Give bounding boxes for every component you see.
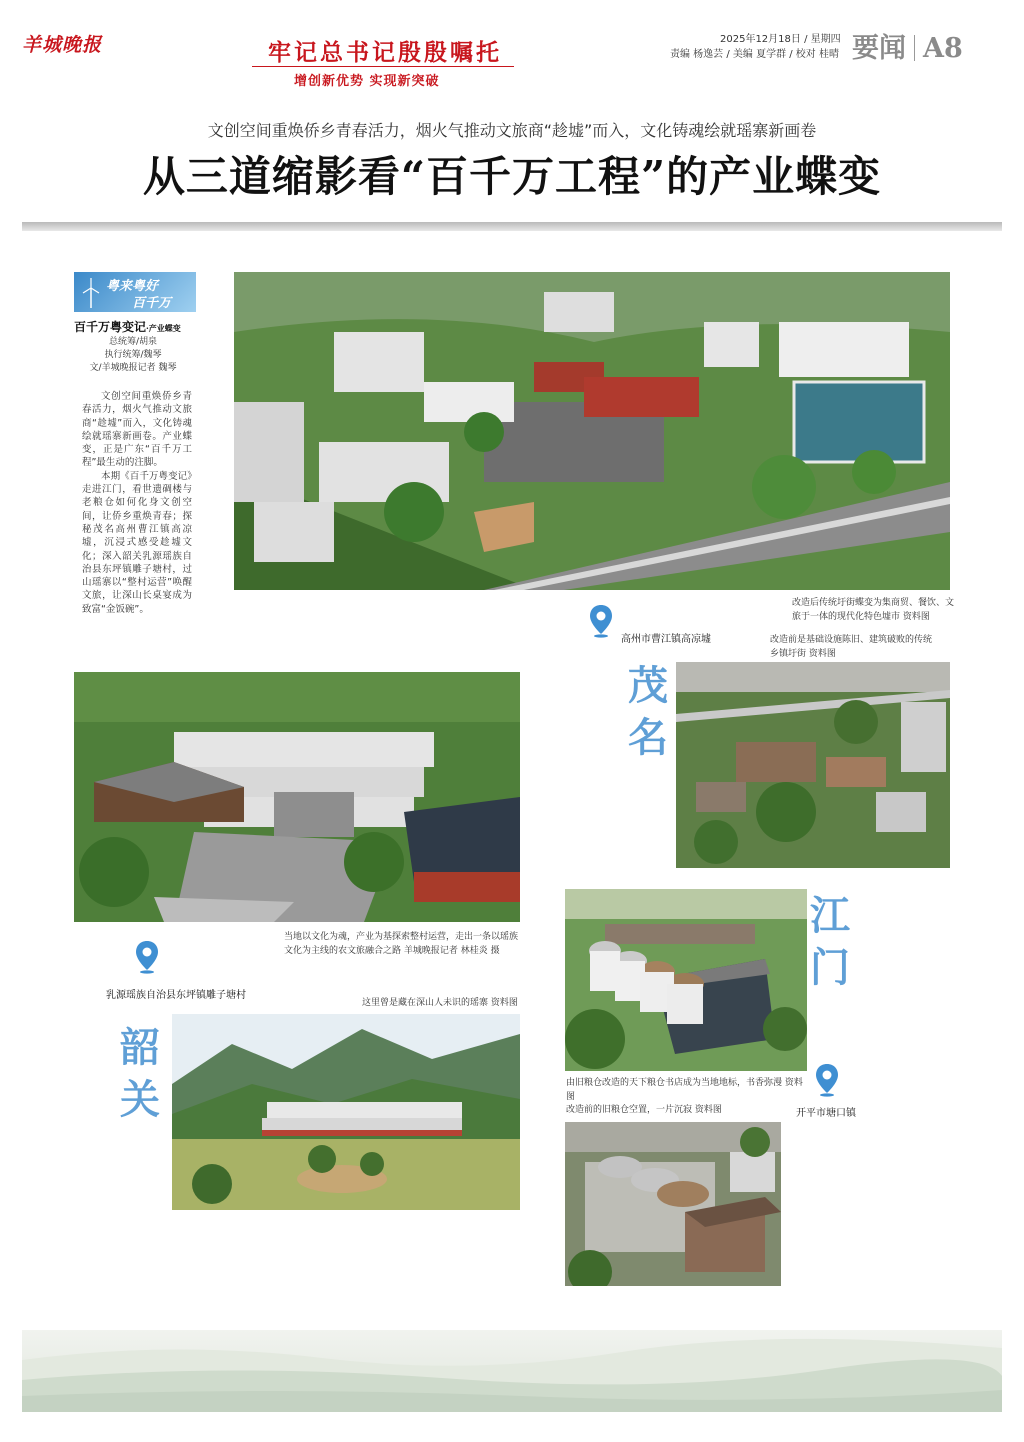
caption-granary-before bbox=[566, 1103, 786, 1117]
city-label-shaoguan: 韶关 bbox=[120, 1024, 160, 1123]
footer-landscape-decoration bbox=[22, 1330, 1002, 1412]
column-title-suffix: ·产业蝶变 bbox=[146, 323, 181, 333]
credit-line: 总统筹/胡泉 bbox=[108, 337, 158, 347]
column-title bbox=[74, 318, 181, 335]
caption-text: 当地以文化为魂，产业为基探索整村运营，走出一条以瑶族文化为主线的农文旅融合之路 bbox=[284, 932, 519, 956]
caption-text: 这里曾是藏在深山人未识的瑶寨 bbox=[362, 998, 489, 1008]
caption-text: 改造前的旧粮仓空置，一片沉寂 bbox=[566, 1105, 693, 1115]
caption-text: 改造前是基础设施陈旧、建筑破败的传统乡镇圩街 bbox=[770, 635, 933, 659]
photo-gaoliang-market-before bbox=[676, 662, 950, 868]
caption-granary-after bbox=[566, 1076, 806, 1104]
newspaper-logo: 羊城晚报 bbox=[22, 34, 103, 56]
section-header bbox=[852, 26, 963, 65]
intro-paragraph: 本期《百千万粤变记》走进江门，看世遗碉楼与老粮仓如何化身文创空间，让侨乡重焕青春；探秘茂名高州曹江镇高凉墟，沉浸式感受趁墟文化；深入韶关乳源瑶族自治县东坪镇雕子塘村，过山瑶寨以“整村运营”唤醒文旅，让深山长桌宴成为致富“金饭碗”。 bbox=[82, 470, 192, 615]
article-subtitle: 文创空间重焕侨乡青春活力，烟火气推动文旅商“趁墟”而入，文化铸魂绘就瑶寨新画卷 bbox=[207, 121, 817, 140]
badge-line2: 百千万 bbox=[132, 296, 172, 311]
credit-line: 执行统筹/魏琴 bbox=[104, 350, 162, 360]
location-pin-icon bbox=[815, 1063, 839, 1097]
photo-credit: 资料图 bbox=[566, 1078, 803, 1102]
intro-body bbox=[82, 390, 192, 616]
page-number: A8 bbox=[923, 33, 963, 64]
photo-credit: 资料图 bbox=[808, 649, 836, 659]
photo-granary-before bbox=[565, 1122, 781, 1286]
article-headline: 从三道缩影看“百千万工程”的产业蝶变 bbox=[142, 152, 882, 201]
caption-text: 由旧粮仓改造的天下粮仓书店成为当地地标，书香弥漫 bbox=[566, 1078, 783, 1088]
photo-diaozitang-before bbox=[172, 1014, 520, 1210]
staff-line: 责编 杨逸芸 / 美编 夏学群 / 校对 桂晴 bbox=[670, 49, 839, 60]
photo-credit: 资料图 bbox=[902, 612, 930, 622]
date-line: 2025年12月18日 / 星期四 bbox=[720, 34, 841, 45]
caption-diaozitang-before bbox=[362, 996, 524, 1010]
caption-maoming-before bbox=[770, 633, 940, 661]
location-pin-icon bbox=[135, 940, 159, 974]
caption-maoming-after bbox=[792, 596, 954, 624]
slogan-sub: 增创新优势 实现新突破 bbox=[294, 74, 440, 89]
intro-paragraph: 文创空间重焕侨乡青春活力，烟火气推动文旅商“趁墟”而入，文化铸魂绘就瑶寨新画卷。产业蝶变，正是广东“百千万工程”最生动的注脚。 bbox=[82, 391, 192, 469]
photo-diaozitang-village bbox=[74, 672, 520, 922]
location-label-jiangmen: 开平市塘口镇 bbox=[796, 1108, 856, 1119]
photo-gaoliang-market-after bbox=[234, 272, 950, 590]
slogan-divider bbox=[252, 66, 514, 67]
city-label-jiangmen: 江门 bbox=[810, 892, 850, 991]
location-pin-icon bbox=[589, 604, 613, 638]
photo-granary-bookstore bbox=[565, 889, 807, 1071]
credit-line: 文/羊城晚报记者 魏琴 bbox=[89, 363, 177, 373]
photo-credit: 羊城晚报记者 林桂炎 摄 bbox=[403, 946, 500, 956]
column-title-main: 百千万粤变记 bbox=[74, 320, 147, 334]
city-label-maoming: 茂名 bbox=[628, 662, 668, 761]
photo-credit: 资料图 bbox=[694, 1105, 722, 1115]
location-label-maoming: 高州市曹江镇高凉墟 bbox=[621, 634, 711, 645]
caption-diaozitang-after bbox=[284, 930, 520, 958]
badge-line1: 粤来粤好 bbox=[106, 279, 159, 294]
slogan-main: 牢记总书记殷殷嘱托 bbox=[268, 39, 502, 66]
location-label-shaoguan: 乳源瑶族自治县东坪镇雕子塘村 bbox=[106, 990, 246, 1001]
header-rule bbox=[22, 222, 1002, 231]
section-name: 要闻 bbox=[852, 33, 906, 64]
wind-turbine-icon bbox=[80, 276, 102, 308]
photo-credit: 资料图 bbox=[490, 998, 518, 1008]
caption-text: 改造后传统圩街蝶变为集商贸、餐饮、文旅于一体的现代化特色墟市 bbox=[792, 598, 955, 622]
